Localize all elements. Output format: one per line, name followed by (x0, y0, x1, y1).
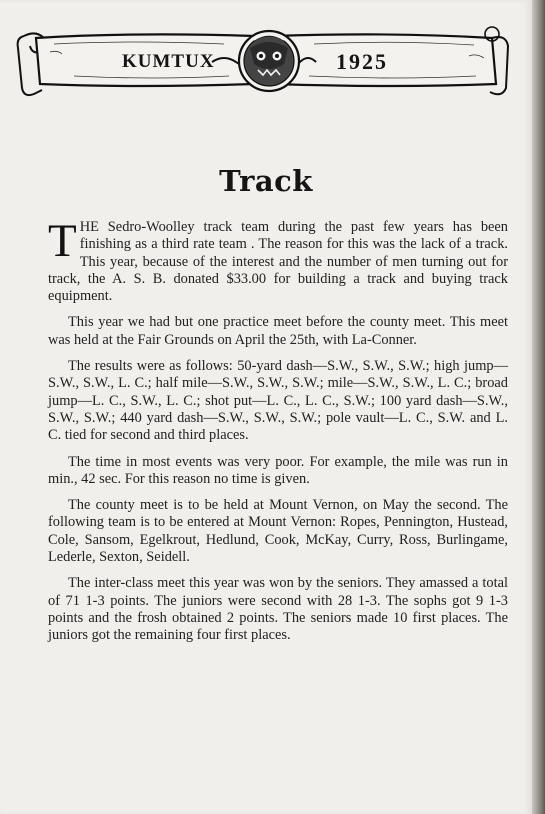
paragraph-intro-text: HE Sedro-Woolley track team during the past few years has been finishing as a third rate team . The reason for this was the lack of a track. This year, because of the interest and the number of men turning out for track, the A. S. B. donated $33.00 for building a track and buying track equipment. (48, 219, 508, 305)
scroll-banner-icon (14, 18, 514, 104)
header-banner (14, 18, 514, 104)
yearbook-year: 1925 (336, 49, 388, 74)
paragraph-practice-meet: This year we had but one practice meet before the county meet. This meet was held at the Fair Grounds on April the 25th, with La-Conner. (48, 314, 508, 348)
page-title: Track (219, 164, 313, 198)
article-body (48, 215, 508, 654)
book-spine-shadow (532, 0, 545, 814)
paragraph-intro (48, 215, 508, 305)
paragraph-county-meet: The county meet is to be held at Mount Vernon, on May the second. The following team is to be entered at Mount Vernon: Ropes, Pennington, Hustead, Cole, Sansom, Egelkrout, Hedlund, Cook, McKay, Curry, Ross, Burlingame, Lederle, Sexton, Seidell. (48, 497, 508, 566)
paragraph-inter-class: The inter-class meet this year was won by the seniors. They amassed a total of 71 1-3 points. The juniors were second with 28 1-3. The sophs got 9 1-3 points and the frosh obtained 2 points. The seniors made 10 first places. The juniors got the remaining four first places. (48, 575, 508, 644)
yearbook-name: KUMTUX (122, 51, 215, 72)
paragraph-results: The results were as follows: 50-yard dash—S.W., S.W., S.W.; high jump—S.W., S.W., L. C.; half mile—S.W., S.W., S.W.; mile—S.W., S.W., L. C.; broad jump—L. C., S.W., L. C.; shot put—L. C., L. C., S.W.; 100 yard dash—S.W., S.W., S.W.; 440 yard dash—S.W., S.W., S.W.; pole vault—L. C., S.W. and L. C. tied for second and third places. (48, 358, 508, 444)
dropcap-letter: T (48, 215, 77, 267)
paragraph-times: The time in most events was very poor. For example, the mile was run in min., 42 sec. For this reason no time is given. (48, 453, 508, 487)
